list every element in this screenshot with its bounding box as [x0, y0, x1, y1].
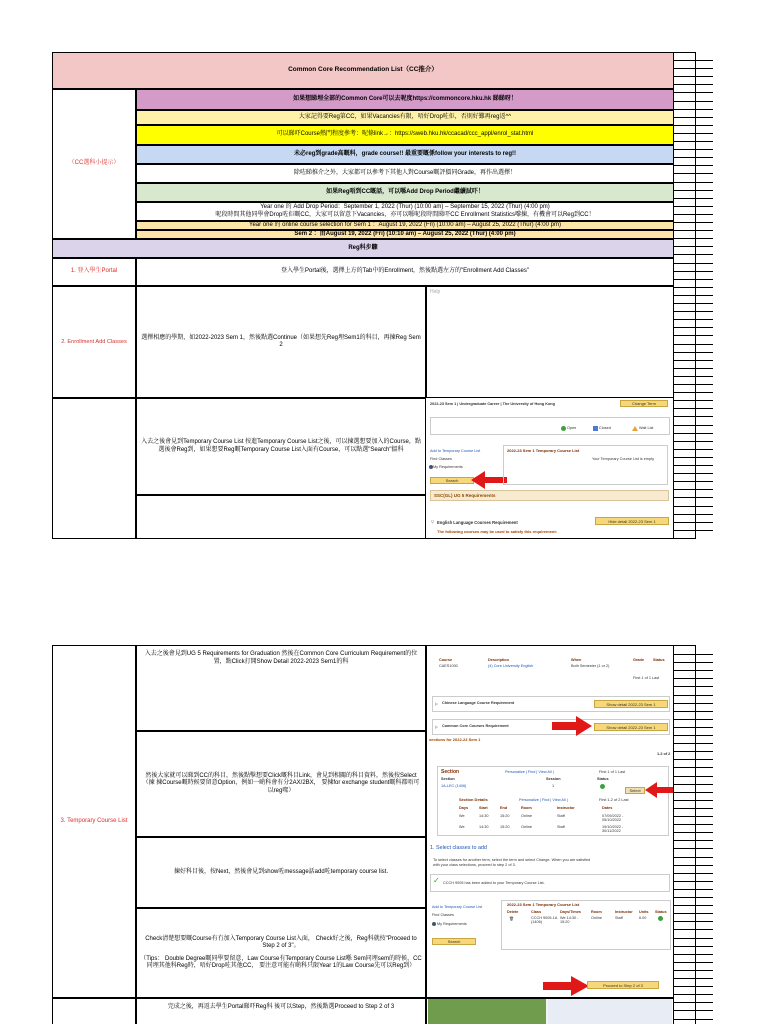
show-detail-common-core[interactable]: Show detail 2022-23 Sem 1 [594, 723, 668, 731]
side-ruling-line [674, 816, 713, 817]
side-ruling-line [674, 506, 713, 507]
side-ruling-line [674, 254, 713, 255]
open-status-icon [600, 784, 605, 789]
side-ruling-line [674, 271, 713, 272]
side-ruling-line [674, 881, 713, 882]
list-col-header: Class [531, 910, 542, 914]
side-ruling-line [674, 670, 713, 671]
side-ruling-line [674, 686, 713, 687]
side-ruling-line [674, 92, 713, 93]
side-ruling-line [674, 392, 713, 393]
detail-cell: 07/09/2022 - 05/10/2022 [602, 814, 624, 822]
col-description: Description [488, 658, 509, 662]
side-ruling-line [674, 994, 713, 995]
sec-col-section: Section [441, 777, 455, 781]
red-arrow-icon [645, 782, 673, 798]
side-ruling-line [674, 865, 713, 866]
side-ruling-line [674, 473, 713, 474]
side-ruling-line [674, 279, 713, 280]
personalize-links[interactable]: Personalize | Find | View All | [505, 770, 554, 774]
side-ruling-line [674, 727, 713, 728]
side-ruling-line [674, 384, 713, 385]
side-ruling-line [674, 335, 713, 336]
side-ruling-line [674, 457, 713, 458]
detail-col-header: Dates [602, 806, 613, 810]
red-arrow-icon [552, 716, 592, 736]
side-ruling-line [674, 986, 713, 987]
wait-list-icon [632, 426, 638, 431]
side-ruling-line [674, 654, 713, 655]
side-ruling-line [674, 743, 713, 744]
chinese-requirement[interactable]: Chinese Language Course Requirement [442, 701, 515, 705]
side-ruling-line [674, 303, 713, 304]
side-ruling-line [674, 530, 713, 531]
table-title: Common Core Recommendation List（CC推介） [52, 52, 674, 89]
select-classes-desc-1: To select classes for another term, select the term and select Change. When you are satisfied [433, 858, 591, 862]
step2-text: 選擇相應的學期，如2022-2023 Sem 1，然後點選Continue（如果想先Reg埋Sem1的科目，再揀Reg Sem 2 [136, 286, 426, 398]
my-requirements-radio-2[interactable]: My Requirements [437, 922, 467, 926]
det-personalize[interactable]: Personalize | Find | View All | [519, 798, 568, 802]
side-ruling-line [674, 117, 713, 118]
side-ruling-line [674, 1019, 713, 1020]
step2-label: 2. Enrollment Add Classes [52, 286, 136, 398]
side-ruling-line [674, 824, 713, 825]
det-pager[interactable]: First 1-2 of 2 Last [599, 798, 629, 802]
side-ruling-line [674, 173, 713, 174]
tip-row-4: 未必reg到grade高嘅科，grade course!! 最重要嘅係follow your interests to reg!! [136, 145, 674, 164]
side-ruling-line [674, 695, 713, 696]
side-ruling-line [674, 913, 713, 914]
side-ruling-line [674, 840, 713, 841]
screenshot-temp-list [427, 646, 673, 997]
detail-col-header: Start [479, 806, 488, 810]
open-status-icon [658, 916, 663, 921]
sections-title: sections for 2022-23 Sem 1 [429, 737, 481, 742]
side-ruling-line [674, 133, 713, 134]
temp-list-title-2: 2022-23 Sem 1 Temporary Course List [507, 902, 580, 907]
side-ruling-line [674, 311, 713, 312]
screenshot-search [427, 399, 673, 538]
temp-list-empty: Your Temporary Course List is empty. [592, 457, 655, 461]
side-ruling-line [674, 848, 713, 849]
add-drop-line-2: 呢段時間其他同學會Drop咗佢嘅CC，大家可以留意下Vacancies，亦可以喺呢段時間睇吓CC Enrollment Statistics嚟揀，有機會可以Reg到CC！ [215, 211, 595, 218]
select-classes-title: 1. Select classes to add [430, 845, 487, 851]
reg-steps-header: Reg科步驟 [52, 239, 674, 258]
side-ruling-line [674, 703, 713, 704]
side-ruling-line [674, 182, 713, 183]
list-col-header: Days/Times [560, 910, 582, 914]
side-ruling-line [674, 751, 713, 752]
detail-col-header: Days [459, 806, 469, 810]
detail-cell: 19/10/2022 - 30/11/2022 [602, 825, 624, 833]
detail-cell: Staff [557, 814, 565, 818]
side-ruling-line [674, 360, 713, 361]
find-classes-label-2: Find Classes [432, 913, 454, 917]
common-core-requirement[interactable]: Common Core Courses Requirement [442, 724, 509, 728]
legend-wait: Wait List [639, 426, 654, 430]
step1-label: 1. 登入學生Portal [52, 258, 136, 286]
side-ruling-line [674, 344, 713, 345]
portal-left-image [428, 999, 546, 1024]
side-ruling-line [674, 352, 713, 353]
sec-col-status: Status [597, 777, 609, 781]
side-ruling-line [674, 206, 713, 207]
row-description[interactable]: (4) Core University English [488, 664, 534, 668]
step3-label-empty [52, 398, 136, 539]
side-ruling-line [674, 157, 713, 158]
side-ruling-line [674, 1010, 713, 1011]
step3-text-empty [136, 495, 426, 539]
step3d-line-2: （Tips： Double Degree嘅同學要留意，Law Course有Temporary Course List喺 Sem同埋sem的時候，CC同埋其他科Reg時，唔好Drop咗其他CC， 要注意可能有啲科只限Year 1的Law Course先可以Reg到） [140, 955, 422, 969]
pager-2[interactable]: First 1 of 1 Last [599, 770, 626, 774]
side-ruling-line [674, 214, 713, 215]
detail-cell: Online [521, 814, 532, 818]
side-ruling-line [674, 522, 713, 523]
add-to-list-label-2: Add to Temporary Course List [432, 905, 483, 909]
side-ruling-line [674, 441, 713, 442]
add-to-list-label: Add to Temporary Course List [430, 449, 481, 453]
side-ruling-line [674, 978, 713, 979]
english-requirement[interactable]: English Language Courses Requirement [437, 520, 518, 525]
step3d-text [136, 908, 426, 998]
side-ruling-line [674, 295, 713, 296]
chevron-down-icon[interactable]: ▽ [431, 520, 434, 524]
side-ruling-line [674, 921, 713, 922]
add-drop-line-1: Year one 的 Add Drop Period：September 1, 2022 (Thur) (10:00 am) – September 15, 2022 (Thur) (4:00 pm) [260, 204, 550, 210]
chevron-right-icon[interactable]: ▷ [435, 725, 438, 729]
tip-row-2: 大家記得要Reg第CC，如果Vacancies有限，唔好Drop咗佢，否則好難再reg返^^ [136, 110, 674, 125]
list-col-header: Status [655, 910, 667, 914]
detail-col-header: End [500, 806, 508, 810]
search-button[interactable]: Search [430, 477, 474, 484]
list-cell: CCCH 9005-1A (1406) [531, 916, 558, 924]
sec-row-section[interactable]: 1A-LEC (1406) [441, 784, 467, 788]
side-ruling-line [674, 962, 713, 963]
side-ruling-line [674, 905, 713, 906]
side-ruling-line [674, 514, 713, 515]
detail-cell: Online [521, 825, 532, 829]
check-icon: ✓ [433, 876, 440, 885]
side-ruling-line [674, 897, 713, 898]
step3-label: 3. Temporary Course List [52, 645, 136, 998]
pager-1[interactable]: First 1 of 1 Last [633, 676, 660, 680]
side-ruling-line [674, 425, 713, 426]
side-ruling-line [674, 376, 713, 377]
side-ruling-line [674, 832, 713, 833]
side-ruling-line [674, 246, 713, 247]
side-ruling-line [674, 719, 713, 720]
radio-icon[interactable] [432, 922, 436, 926]
side-ruling-line [674, 1002, 713, 1003]
temp-list-title: 2022-23 Sem 1 Temporary Course List [507, 448, 580, 453]
side-ruling-line [674, 109, 713, 110]
side-ruling-line [674, 400, 713, 401]
side-ruling-line [674, 198, 713, 199]
radio-icon[interactable] [429, 465, 433, 469]
portal-screenshot [428, 999, 672, 1024]
search-button-2[interactable]: Search [432, 938, 476, 945]
side-ruling-line [674, 767, 713, 768]
detail-col-header: Instructor [557, 806, 575, 810]
side-ruling-line [674, 889, 713, 890]
find-classes-label: Find Classes [430, 457, 452, 461]
following-courses-text: The following courses may be used to satisfy this requirement: [437, 529, 558, 534]
show-detail-chinese[interactable]: Show detail 2022-23 Sem 1 [594, 700, 668, 708]
side-ruling-line [674, 929, 713, 930]
section-header: Section [441, 769, 460, 775]
detail-cell: Staff [557, 825, 565, 829]
detail-col-header: Room [521, 806, 532, 810]
side-ruling-line [674, 60, 713, 61]
step3c-text: 揀好科目後，按Next，然後會見到show咗message話add咗temporary course list. [136, 837, 426, 908]
select-button[interactable]: Select [625, 787, 645, 794]
side-ruling-line [674, 711, 713, 712]
side-ruling-line [674, 678, 713, 679]
side-ruling-line [674, 141, 713, 142]
side-ruling-line [674, 481, 713, 482]
list-cell: We 14:30 - 15:20 [560, 916, 579, 924]
detail-cell: 15:20 [500, 814, 510, 818]
side-ruling-line [674, 433, 713, 434]
temp-list-box-2 [501, 900, 671, 950]
col-when: When [571, 658, 582, 662]
list-cell: 6.00 [639, 916, 647, 920]
side-ruling-line [674, 222, 713, 223]
side-ruling-line [674, 970, 713, 971]
side-ruling-line [674, 238, 713, 239]
proceed-button[interactable]: Proceed to Step 2 of 3 [587, 981, 659, 989]
step3-text: 入去之後會見到Temporary Course List 按進Temporary Course List之後，可以揀選想要加入的Course，點選後會Reg到，如果想要Reg嘅Temporary Course List入面有Course，可以點選"Search"搵科 [136, 398, 426, 495]
side-ruling-line [674, 938, 713, 939]
list-col-header: Units [639, 910, 649, 914]
ug5-requirements-bar: SSC(GL) UG 5 Requirements [430, 490, 669, 501]
select-classes-desc-2: with your class selections, proceed to step 2 of 3. [433, 863, 516, 867]
section-details-title: Section Details [459, 797, 488, 802]
red-arrow-icon [471, 471, 507, 489]
sec-col-session: Session [546, 777, 561, 781]
row-course: CAES1000 [439, 664, 458, 668]
row-when: Both Semester (1 or 2) [571, 664, 610, 668]
added-message: CCCH 9005 has been added to your Temporary Course List. [443, 881, 545, 885]
step4-label-empty [52, 998, 136, 1024]
side-ruling-line [674, 165, 713, 166]
closed-icon [593, 426, 598, 431]
detail-cell: 14:30 [479, 814, 489, 818]
step2-image-cell [426, 286, 674, 398]
chevron-right-icon[interactable]: ▷ [435, 702, 438, 706]
side-ruling-line [674, 857, 713, 858]
portal-right-image [548, 999, 672, 1024]
side-ruling-line [674, 489, 713, 490]
tip-row-3: 可以睇吓Course熱門程度參考：呢條link→：https://sweb.hku.hk/ccacad/ccc_appl/enrol_stat.html [136, 125, 674, 145]
detail-cell: 14:30 [479, 825, 489, 829]
side-ruling-line [674, 735, 713, 736]
hide-detail-button[interactable]: Hide detail 2022-23 Sem 1 [595, 517, 669, 525]
side-ruling-line [674, 416, 713, 417]
step3d-line-1: Check清楚想要嘅Course有冇加入Temporary Course List入面， Check好之後，Reg科就按"Proceed to Step 2 of 3"。 [145, 935, 417, 949]
side-ruling-line [674, 230, 713, 231]
side-ruling-line [674, 784, 713, 785]
side-ruling-line [674, 287, 713, 288]
side-ruling-line [674, 190, 713, 191]
side-ruling-line [674, 465, 713, 466]
tip-row-5: 除咗睇推介之外，大家都可以參考下其他人對Course嘅評價同Grade，再作出選擇！ [136, 164, 674, 183]
side-ruling-line [674, 76, 713, 77]
side-ruling-line [674, 873, 713, 874]
tip-row-6: 如果Reg唔到CC嘅話，可以喺Add Drop Period繼續試吓！ [136, 183, 674, 202]
step1-text: 登入學生Portal後，選擇上方的Tab中的Enrollment，然後點選左方的"Enrollment Add Classes" [136, 258, 674, 286]
side-ruling-line [674, 84, 713, 85]
side-ruling-line [674, 946, 713, 947]
legend-closed: Closed [599, 426, 611, 430]
side-ruling-line [674, 792, 713, 793]
list-col-header: Delete [507, 910, 519, 914]
change-term-button[interactable]: Change Term [620, 400, 668, 407]
list-cell: Online [591, 916, 602, 920]
side-ruling-line [674, 101, 713, 102]
side-ruling-line [674, 263, 713, 264]
side-ruling-line [674, 319, 713, 320]
side-ruling-line [674, 759, 713, 760]
step4-text: 完成之後，再返去學生Portal睇吓Reg科 後可以Step，然後點選Proceed to Step 2 of 3 [136, 998, 426, 1024]
side-ruling-line [674, 808, 713, 809]
term-header: 2022-23 Sem 1 | Undergraduate Career | The University of Hong Kong [430, 402, 555, 406]
detail-cell: We [459, 814, 465, 818]
list-cell: Staff [615, 916, 623, 920]
side-ruling-line [674, 68, 713, 69]
broken-image-icon: Help [430, 289, 441, 295]
detail-cell: We [459, 825, 465, 829]
side-ruling-line [674, 125, 713, 126]
my-requirements-radio[interactable]: My Requirements [433, 465, 463, 469]
cc-tips-label: （CC選科小提示） [52, 89, 136, 239]
step3b-text: 然後大家就可以睇到CC的科目，然後點擊想要Click嘅科目Link，會見到相關的科目資料，然後按Select（揀 揀Course嘅時候要留意Option，例如一啲科會有分2AX/2BX， 要揀for exchange student嘅科都唔可以reg㗎） [136, 731, 426, 837]
sem1-period: Year one 的 online course selection for Sem 1 ：August 19, 2022 (Fri) (10:00 am) – August 25, 2022 (Thur) (4:00 pm) [136, 221, 674, 230]
tip-row-1: 如果想睇埋全部的Common Core可以去呢度https://commoncore.hku.hk 睇睇呀！ [136, 89, 674, 110]
side-ruling-line [674, 662, 713, 663]
side-ruling-line [674, 800, 713, 801]
sec-row-session: 1 [552, 784, 555, 788]
col-status: Status [653, 658, 665, 662]
red-arrow-icon [543, 976, 589, 996]
list-col-header: Room [591, 910, 602, 914]
side-ruling-line [674, 368, 713, 369]
side-ruling-line [674, 497, 713, 498]
step3a-text: 入去之後會見到UG 5 Requirements for Graduation 然後在Common Core Curriculum Requirement的位置，點Click打開Show Detail 2022-2023 Sem1的科 [136, 645, 426, 731]
trash-icon[interactable]: 🗑 [509, 917, 514, 921]
side-ruling-line [674, 449, 713, 450]
open-icon [561, 426, 566, 431]
legend-open: Open [567, 426, 577, 430]
sem2-period: Sem 2 ：由August 19, 2022 (Fri) (10:10 am) – August 25, 2022 (Thur) (4:00 pm) [136, 230, 674, 239]
side-ruling-line [674, 954, 713, 955]
side-ruling-line [674, 149, 713, 150]
list-col-header: Instructor [615, 910, 633, 914]
side-ruling-line [674, 408, 713, 409]
sections-count: 1-2 of 2 [657, 752, 671, 756]
side-ruling-line [674, 776, 713, 777]
col-course: Course [439, 658, 453, 662]
add-drop-info [136, 202, 674, 221]
detail-cell: 15:20 [500, 825, 510, 829]
col-grade: Grade [633, 658, 644, 662]
side-ruling-line [674, 327, 713, 328]
